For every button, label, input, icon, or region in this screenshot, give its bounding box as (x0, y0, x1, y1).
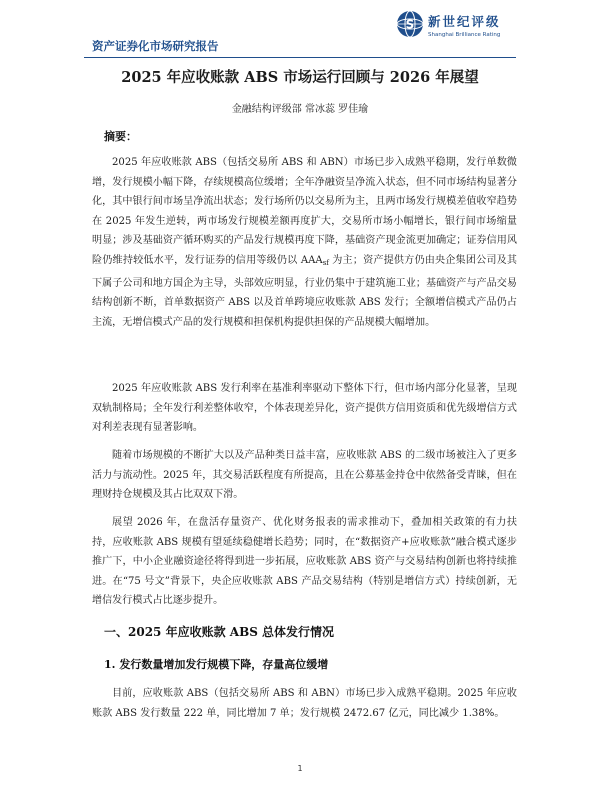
document-title: 2025 年应收账款 ABS 市场运行回顾与 2026 年展望 (121, 69, 479, 86)
globe-logo-icon (396, 10, 424, 38)
logo-english-name: Shanghai Brilliance Rating (428, 32, 501, 38)
section-heading: 一、2025 年应收账款 ABS 总体发行情况 (104, 625, 335, 639)
rating-subscript: sf (322, 258, 329, 267)
svg-text:S: S (405, 17, 415, 32)
summary-paragraph-1 (92, 153, 517, 332)
page-number: 1 (297, 764, 303, 773)
subsection-heading: 1. 发行数量增加发行规模下降，存量高位缓增 (104, 658, 329, 671)
summary-paragraph-2: 2025 年应收账款 ABS 发行利率在基准利率驱动下整体下行，但市场内部分化显著，呈现双轨制格局；全年发行利差整体收窄，个体表现差异化，资产提供方信用资质和优先级增信方式对利差表现有显著影响。 (92, 383, 517, 434)
summary-label: 摘要： (104, 130, 137, 143)
brand-logo (396, 10, 516, 46)
summary-paragraph-3: 随着市场规模的不断扩大以及产品种类日益丰富，应收账款 ABS 的二级市场被注入了更多活力与流动性。2025 年，其交易活跃程度有所提高，且在公募基金持仓中依然备受青睐，但在理财持仓规模及其占比双双下滑。 (92, 450, 517, 501)
authors-line: 金融结构评级部 常冰蕊 罗佳瑜 (231, 104, 369, 115)
paragraph-1-text-b: 为主；资产提供方仍由央企集团公司及其下属子公司和地方国企为主导，头部效应明显，行业仍集中于建筑施工业；基础资产与产品交易结构创新不断，首单数据资产 ABS 以及首单跨境应收账款 ABS 发行；全额增信模式产品仍占主流，无增信模式产品的发行规模和担保机构提供担保的产品规模大幅增加。 (92, 254, 517, 328)
paragraph-1-text-a: 2025 年应收账款 ABS（包括交易所 ABS 和 ABN）市场已步入成熟平稳期，发行单数微增，发行规模小幅下降，存续规模高位缓增；全年净融资呈净流入状态，但不同市场结构显著分化，其中银行间市场呈净流出状态；发行场所仍以交易所为主，且两市场发行规模差值收窄趋势在 2025 年发生逆转，两市场发行规模差额再度扩大，交易所市场小幅增长，银行间市场缩量明显；涉及基础资产循环购买的产品发行规模再度下降，基础资产现金流更加确定；证券信用风险仍维持较低水平，发行证券的信用等级仍以 AAA (92, 157, 517, 266)
page-header (0, 0, 600, 58)
header-divider (84, 57, 516, 58)
body-paragraph-1: 目前，应收账款 ABS（包括交易所 ABS 和 ABN）市场已步入成熟平稳期。2025 年应收账款 ABS 发行数量 222 单，同比增加 7 单；发行规模 2472.67 亿元，同比减少 1.38%。 (92, 688, 517, 719)
logo-chinese-name: 新世纪评级 (428, 14, 501, 29)
report-series-title: 资产证券化市场研究报告 (92, 39, 219, 53)
summary-paragraph-4: 展望 2026 年，在盘活存量资产、优化财务报表的需求推动下，叠加相关政策的有力扶持，应收账款 ABS 规模有望延续稳健增长趋势；同时，在“数据资产+应收账款”融合模式逐步推广下，中小企业融资途径将得到进一步拓展，应收账款 ABS 资产与交易结构创新也将持续推进。在“75 号文”背景下，央企应收账款 ABS 产品交易结构（特别是增信方式）持续创新，无增信发行模式占比逐步提升。 (92, 517, 517, 607)
